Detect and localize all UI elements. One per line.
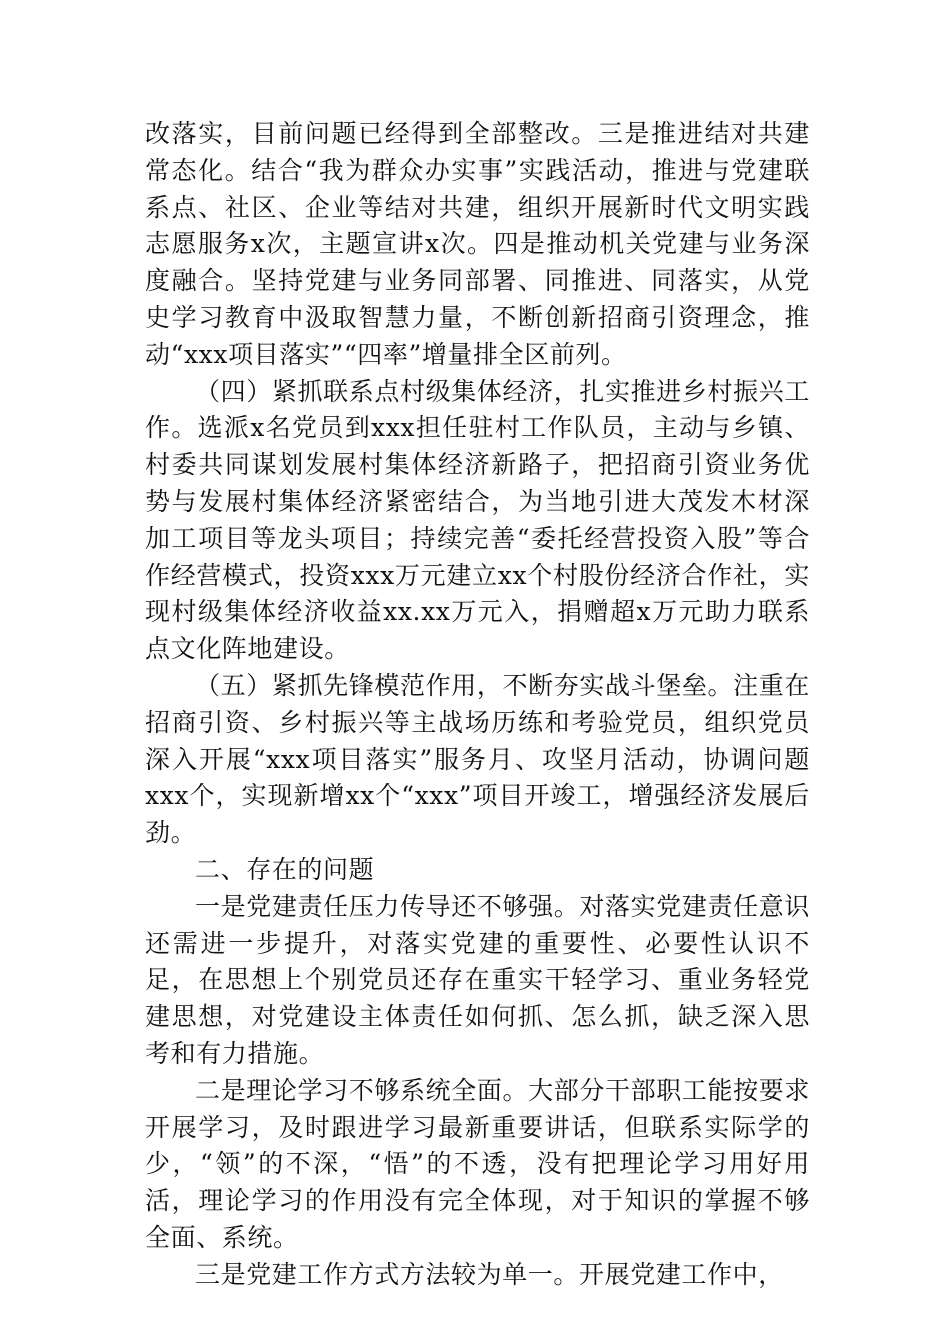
paragraph-continuation: 改落实，目前问题已经得到全部整改。三是推进结对共建常态化。结合“我为群众办实事”实践活动，推进与党建联系点、社区、企业等结对共建，组织开展新时代文明实践志愿服务x次，主题宣讲x次。四是推动机关党建与业务深度融合。坚持党建与业务同部署、同推进、同落实，从党史学习教育中汲取智慧力量，不断创新招商引资理念，推动“xxx项目落实”“四率”增量排全区前列。 <box>145 119 810 369</box>
paragraph-section-four: （四）紧抓联系点村级集体经济，扎实推进乡村振兴工作。选派x名党员到xxx担任驻村工作队员，主动与乡镇、村委共同谋划发展村集体经济新路子，把招商引资业务优势与发展村集体经济紧密结合，为当地引进大茂发木材深加工项目等龙头项目；持续完善“委托经营投资入股”等合作经营模式，投资xxx万元建立xx个村股份经济合作社，实现村级集体经济收益xx.xx万元入，捐赠超x万元助力联系点文化阵地建设。 <box>145 376 810 664</box>
paragraph-problem-three: 三是党建工作方式方法较为单一。开展党建工作中， <box>195 1259 784 1289</box>
paragraph-section-five: （五）紧抓先锋模范作用，不断夯实战斗堡垒。注重在招商引资、乡村振兴等主战场历练和考验党员，组织党员深入开展“xxx项目落实”服务月、攻坚月活动，协调问题xxx个，实现新增xx个“xxx”项目开竣工，增强经济发展后劲。 <box>145 670 810 848</box>
document-page <box>145 116 810 1294</box>
paragraph-problem-two: 二是理论学习不够系统全面。大部分干部职工能按要求开展学习，及时跟进学习最新重要讲话，但联系实际学的少，“领”的不深，“悟”的不透，没有把理论学习用好用活，理论学习的作用没有完全体现，对于知识的掌握不够全面、系统。 <box>145 1075 810 1252</box>
paragraph-problem-one: 一是党建责任压力传导还不够强。对落实党建责任意识还需进一步提升，对落实党建的重要性、必要性认识不足，在思想上个别党员还存在重实干轻学习、重业务轻党建思想，对党建设主体责任如何抓、怎么抓，缺乏深入思考和有力措施。 <box>145 891 810 1068</box>
section-heading-problems: 二、存在的问题 <box>195 854 375 884</box>
